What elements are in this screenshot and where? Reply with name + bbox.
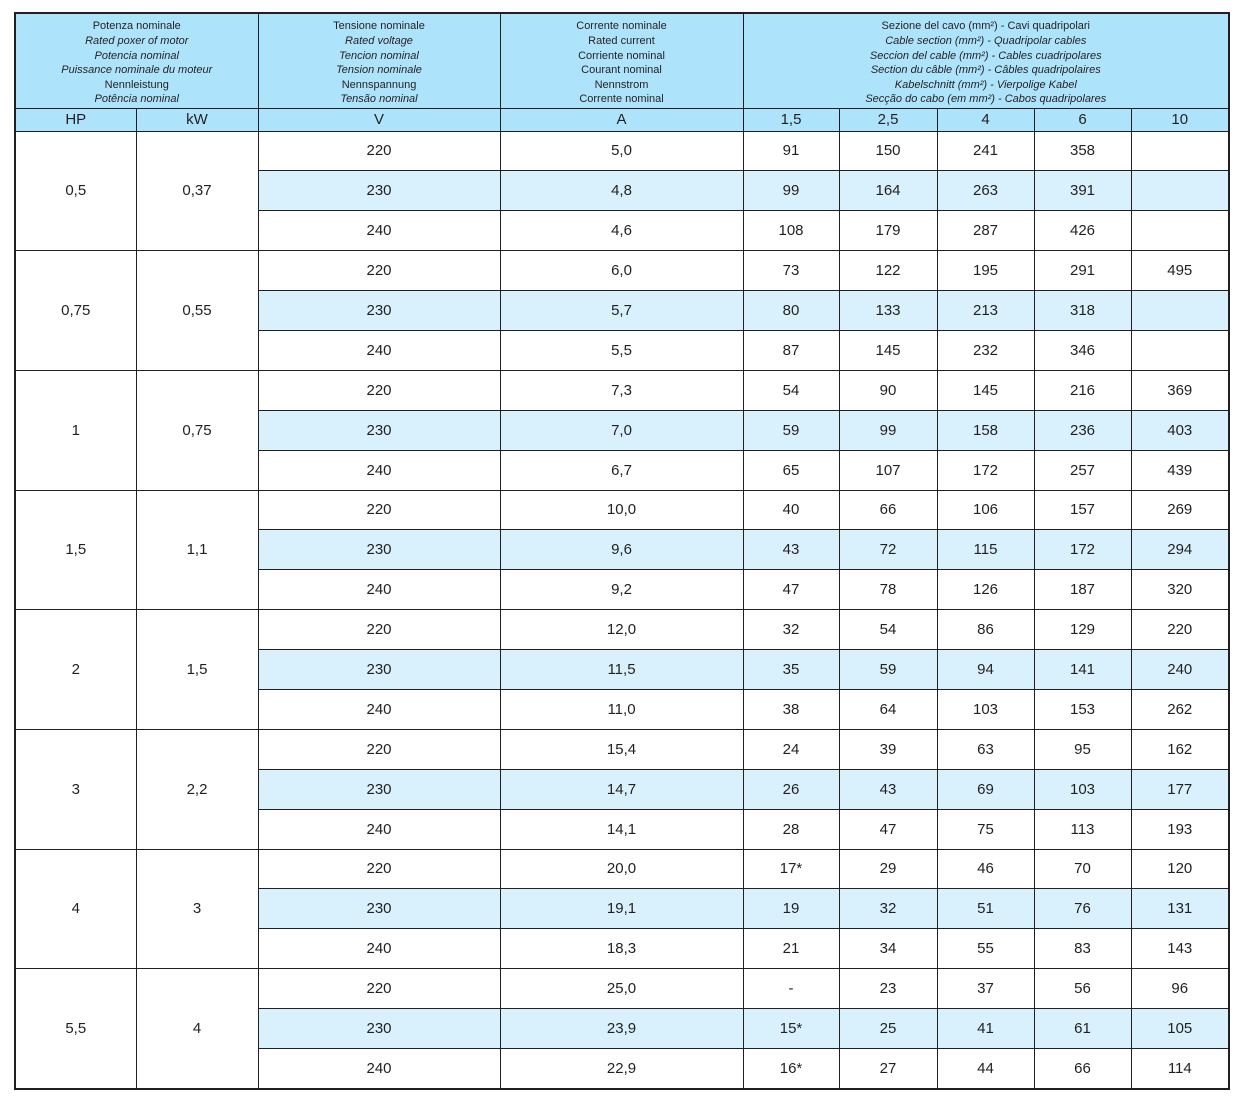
length-cell: 320 bbox=[1131, 570, 1229, 610]
motor-group bbox=[15, 969, 1229, 1089]
length-cell: 87 bbox=[743, 330, 839, 370]
table-row bbox=[15, 490, 1229, 530]
length-cell: 263 bbox=[937, 171, 1034, 211]
length-cell: - bbox=[743, 969, 839, 1009]
length-cell: 21 bbox=[743, 929, 839, 969]
length-cell: 131 bbox=[1131, 889, 1229, 929]
rated-current-header bbox=[500, 13, 743, 108]
length-cell: 103 bbox=[1034, 769, 1131, 809]
length-cell: 66 bbox=[1034, 1049, 1131, 1089]
length-cell: 39 bbox=[839, 729, 937, 769]
table-row bbox=[15, 969, 1229, 1009]
header-line: Tensione nominale bbox=[333, 20, 425, 33]
voltage-cell: 230 bbox=[258, 410, 500, 450]
length-cell: 41 bbox=[937, 1009, 1034, 1049]
current-cell: 19,1 bbox=[500, 889, 743, 929]
length-cell: 32 bbox=[743, 610, 839, 650]
table-row bbox=[15, 610, 1229, 650]
length-cell: 141 bbox=[1034, 650, 1131, 690]
length-cell: 99 bbox=[839, 410, 937, 450]
header-line: Puissance nominale du moteur bbox=[61, 64, 213, 77]
current-cell: 6,7 bbox=[500, 450, 743, 490]
length-cell: 145 bbox=[937, 370, 1034, 410]
header-line: Kabelschnitt (mm²) - Vierpolige Kabel bbox=[894, 78, 1077, 91]
length-cell: 108 bbox=[743, 211, 839, 251]
length-cell: 403 bbox=[1131, 410, 1229, 450]
voltage-cell: 220 bbox=[258, 490, 500, 530]
motor-group bbox=[15, 251, 1229, 371]
length-cell: 346 bbox=[1034, 330, 1131, 370]
length-cell: 294 bbox=[1131, 530, 1229, 570]
header-line: Nennstrom bbox=[594, 78, 649, 91]
length-cell: 59 bbox=[839, 650, 937, 690]
motor-group bbox=[15, 610, 1229, 730]
length-cell: 44 bbox=[937, 1049, 1034, 1089]
header-line: Potencia nominal bbox=[94, 49, 179, 62]
header-line: Courant nominal bbox=[581, 64, 662, 77]
length-cell: 216 bbox=[1034, 370, 1131, 410]
header-row bbox=[15, 13, 1229, 108]
length-cell: 126 bbox=[937, 570, 1034, 610]
unit-hp: HP bbox=[15, 108, 136, 131]
length-cell: 46 bbox=[937, 849, 1034, 889]
voltage-cell: 240 bbox=[258, 211, 500, 251]
length-cell: 76 bbox=[1034, 889, 1131, 929]
length-cell bbox=[1131, 291, 1229, 331]
length-cell: 103 bbox=[937, 689, 1034, 729]
kw-cell: 2,2 bbox=[136, 729, 258, 849]
header-line: Nennspannung bbox=[341, 78, 417, 91]
current-cell: 9,2 bbox=[500, 570, 743, 610]
voltage-cell: 230 bbox=[258, 171, 500, 211]
voltage-cell: 220 bbox=[258, 251, 500, 291]
length-cell: 24 bbox=[743, 729, 839, 769]
length-cell: 27 bbox=[839, 1049, 937, 1089]
voltage-cell: 220 bbox=[258, 849, 500, 889]
length-cell: 193 bbox=[1131, 809, 1229, 849]
header-line: Rated voltage bbox=[345, 35, 413, 48]
motor-group bbox=[15, 849, 1229, 969]
length-cell: 70 bbox=[1034, 849, 1131, 889]
hp-cell: 1,5 bbox=[15, 490, 136, 610]
hp-cell: 1 bbox=[15, 370, 136, 490]
motor-group bbox=[15, 131, 1229, 251]
length-cell: 107 bbox=[839, 450, 937, 490]
unit-section: 6 bbox=[1034, 108, 1131, 131]
length-cell: 369 bbox=[1131, 370, 1229, 410]
voltage-cell: 220 bbox=[258, 131, 500, 171]
header-line: Rated poxer of motor bbox=[85, 35, 189, 48]
length-cell: 158 bbox=[937, 410, 1034, 450]
length-cell: 94 bbox=[937, 650, 1034, 690]
length-cell: 35 bbox=[743, 650, 839, 690]
header-line: Corrente nominal bbox=[579, 93, 664, 106]
current-cell: 11,5 bbox=[500, 650, 743, 690]
table-row bbox=[15, 849, 1229, 889]
length-cell: 19 bbox=[743, 889, 839, 929]
kw-cell: 0,55 bbox=[136, 251, 258, 371]
length-cell: 40 bbox=[743, 490, 839, 530]
length-cell: 47 bbox=[743, 570, 839, 610]
header-line: Corrente nominale bbox=[576, 20, 667, 33]
header-line: Nennleistung bbox=[104, 78, 169, 91]
current-cell: 9,6 bbox=[500, 530, 743, 570]
current-cell: 6,0 bbox=[500, 251, 743, 291]
current-cell: 5,7 bbox=[500, 291, 743, 331]
length-cell: 179 bbox=[839, 211, 937, 251]
length-cell: 114 bbox=[1131, 1049, 1229, 1089]
unit-section: 4 bbox=[937, 108, 1034, 131]
kw-cell: 1,1 bbox=[136, 490, 258, 610]
length-cell bbox=[1131, 131, 1229, 171]
table-row bbox=[15, 131, 1229, 171]
current-cell: 7,0 bbox=[500, 410, 743, 450]
header-line: Tencion nominal bbox=[339, 49, 419, 62]
voltage-cell: 240 bbox=[258, 929, 500, 969]
unit-a: A bbox=[500, 108, 743, 131]
kw-cell: 4 bbox=[136, 969, 258, 1089]
length-cell: 150 bbox=[839, 131, 937, 171]
rated-voltage-header bbox=[258, 13, 500, 108]
length-cell: 106 bbox=[937, 490, 1034, 530]
length-cell: 78 bbox=[839, 570, 937, 610]
length-cell: 54 bbox=[839, 610, 937, 650]
unit-section: 10 bbox=[1131, 108, 1229, 131]
motor-group bbox=[15, 490, 1229, 610]
hp-cell: 0,5 bbox=[15, 131, 136, 251]
length-cell: 96 bbox=[1131, 969, 1229, 1009]
length-cell: 38 bbox=[743, 689, 839, 729]
length-cell: 318 bbox=[1034, 291, 1131, 331]
length-cell: 120 bbox=[1131, 849, 1229, 889]
hp-cell: 3 bbox=[15, 729, 136, 849]
length-cell: 145 bbox=[839, 330, 937, 370]
length-cell: 439 bbox=[1131, 450, 1229, 490]
length-cell: 28 bbox=[743, 809, 839, 849]
length-cell: 162 bbox=[1131, 729, 1229, 769]
table-row bbox=[15, 251, 1229, 291]
length-cell: 99 bbox=[743, 171, 839, 211]
length-cell: 95 bbox=[1034, 729, 1131, 769]
length-cell: 72 bbox=[839, 530, 937, 570]
current-cell: 11,0 bbox=[500, 689, 743, 729]
length-cell: 269 bbox=[1131, 490, 1229, 530]
length-cell: 17* bbox=[743, 849, 839, 889]
current-cell: 10,0 bbox=[500, 490, 743, 530]
kw-cell: 0,75 bbox=[136, 370, 258, 490]
length-cell: 291 bbox=[1034, 251, 1131, 291]
header-line: Section du câble (mm²) - Câbles quadripolaires bbox=[870, 64, 1101, 77]
voltage-cell: 230 bbox=[258, 530, 500, 570]
length-cell: 69 bbox=[937, 769, 1034, 809]
length-cell: 23 bbox=[839, 969, 937, 1009]
kw-cell: 0,37 bbox=[136, 131, 258, 251]
length-cell: 43 bbox=[839, 769, 937, 809]
length-cell: 177 bbox=[1131, 769, 1229, 809]
length-cell: 16* bbox=[743, 1049, 839, 1089]
current-cell: 23,9 bbox=[500, 1009, 743, 1049]
length-cell: 56 bbox=[1034, 969, 1131, 1009]
length-cell: 358 bbox=[1034, 131, 1131, 171]
header-line: Cable section (mm²) - Quadripolar cables bbox=[885, 35, 1087, 48]
length-cell: 37 bbox=[937, 969, 1034, 1009]
unit-v: V bbox=[258, 108, 500, 131]
voltage-cell: 230 bbox=[258, 889, 500, 929]
kw-cell: 3 bbox=[136, 849, 258, 969]
length-cell: 240 bbox=[1131, 650, 1229, 690]
length-cell: 195 bbox=[937, 251, 1034, 291]
voltage-cell: 230 bbox=[258, 1009, 500, 1049]
length-cell: 213 bbox=[937, 291, 1034, 331]
length-cell: 65 bbox=[743, 450, 839, 490]
hp-cell: 2 bbox=[15, 610, 136, 730]
voltage-cell: 240 bbox=[258, 1049, 500, 1089]
hp-cell: 4 bbox=[15, 849, 136, 969]
rated-power-header bbox=[15, 13, 258, 108]
voltage-cell: 240 bbox=[258, 809, 500, 849]
length-cell: 59 bbox=[743, 410, 839, 450]
length-cell: 63 bbox=[937, 729, 1034, 769]
length-cell: 122 bbox=[839, 251, 937, 291]
current-cell: 20,0 bbox=[500, 849, 743, 889]
voltage-cell: 220 bbox=[258, 969, 500, 1009]
current-cell: 7,3 bbox=[500, 370, 743, 410]
length-cell: 232 bbox=[937, 330, 1034, 370]
length-cell bbox=[1131, 330, 1229, 370]
current-cell: 5,5 bbox=[500, 330, 743, 370]
current-cell: 14,1 bbox=[500, 809, 743, 849]
unit-kw: kW bbox=[136, 108, 258, 131]
length-cell: 172 bbox=[937, 450, 1034, 490]
current-cell: 15,4 bbox=[500, 729, 743, 769]
length-cell: 51 bbox=[937, 889, 1034, 929]
motor-group bbox=[15, 370, 1229, 490]
voltage-cell: 220 bbox=[258, 610, 500, 650]
length-cell: 220 bbox=[1131, 610, 1229, 650]
cable-section-table bbox=[14, 12, 1230, 1090]
units-row bbox=[15, 108, 1229, 131]
length-cell: 66 bbox=[839, 490, 937, 530]
voltage-cell: 240 bbox=[258, 689, 500, 729]
length-cell: 91 bbox=[743, 131, 839, 171]
length-cell: 129 bbox=[1034, 610, 1131, 650]
length-cell: 133 bbox=[839, 291, 937, 331]
length-cell: 262 bbox=[1131, 689, 1229, 729]
length-cell: 73 bbox=[743, 251, 839, 291]
header-line: Corriente nominal bbox=[578, 49, 665, 62]
length-cell bbox=[1131, 171, 1229, 211]
length-cell: 391 bbox=[1034, 171, 1131, 211]
length-cell: 86 bbox=[937, 610, 1034, 650]
length-cell: 90 bbox=[839, 370, 937, 410]
table-row bbox=[15, 370, 1229, 410]
header-line: Potência nominal bbox=[94, 93, 179, 106]
length-cell: 61 bbox=[1034, 1009, 1131, 1049]
current-cell: 14,7 bbox=[500, 769, 743, 809]
voltage-cell: 240 bbox=[258, 450, 500, 490]
length-cell: 43 bbox=[743, 530, 839, 570]
length-cell: 34 bbox=[839, 929, 937, 969]
length-cell: 75 bbox=[937, 809, 1034, 849]
length-cell: 143 bbox=[1131, 929, 1229, 969]
length-cell: 25 bbox=[839, 1009, 937, 1049]
voltage-cell: 230 bbox=[258, 291, 500, 331]
kw-cell: 1,5 bbox=[136, 610, 258, 730]
unit-section: 1,5 bbox=[743, 108, 839, 131]
current-cell: 25,0 bbox=[500, 969, 743, 1009]
length-cell: 15* bbox=[743, 1009, 839, 1049]
current-cell: 12,0 bbox=[500, 610, 743, 650]
header-line: Secção do cabo (em mm²) - Cabos quadripolares bbox=[865, 93, 1107, 106]
voltage-cell: 240 bbox=[258, 330, 500, 370]
header-line: Potenza nominale bbox=[92, 20, 181, 33]
length-cell: 54 bbox=[743, 370, 839, 410]
length-cell: 26 bbox=[743, 769, 839, 809]
table-row bbox=[15, 729, 1229, 769]
motor-group bbox=[15, 729, 1229, 849]
length-cell: 157 bbox=[1034, 490, 1131, 530]
length-cell: 495 bbox=[1131, 251, 1229, 291]
current-cell: 5,0 bbox=[500, 131, 743, 171]
length-cell: 113 bbox=[1034, 809, 1131, 849]
voltage-cell: 240 bbox=[258, 570, 500, 610]
length-cell: 115 bbox=[937, 530, 1034, 570]
length-cell: 426 bbox=[1034, 211, 1131, 251]
header-line: Sezione del cavo (mm²) - Cavi quadripolari bbox=[881, 20, 1090, 33]
length-cell bbox=[1131, 211, 1229, 251]
length-cell: 29 bbox=[839, 849, 937, 889]
length-cell: 187 bbox=[1034, 570, 1131, 610]
hp-cell: 0,75 bbox=[15, 251, 136, 371]
hp-cell: 5,5 bbox=[15, 969, 136, 1089]
length-cell: 172 bbox=[1034, 530, 1131, 570]
header-line: Tensão nominal bbox=[340, 93, 418, 106]
current-cell: 4,6 bbox=[500, 211, 743, 251]
header-line: Tension nominale bbox=[336, 64, 422, 77]
length-cell: 164 bbox=[839, 171, 937, 211]
length-cell: 32 bbox=[839, 889, 937, 929]
current-cell: 4,8 bbox=[500, 171, 743, 211]
length-cell: 236 bbox=[1034, 410, 1131, 450]
cable-section-header bbox=[743, 13, 1229, 108]
length-cell: 47 bbox=[839, 809, 937, 849]
voltage-cell: 230 bbox=[258, 769, 500, 809]
length-cell: 287 bbox=[937, 211, 1034, 251]
header-line: Rated current bbox=[588, 35, 655, 48]
length-cell: 241 bbox=[937, 131, 1034, 171]
current-cell: 18,3 bbox=[500, 929, 743, 969]
voltage-cell: 220 bbox=[258, 370, 500, 410]
voltage-cell: 230 bbox=[258, 650, 500, 690]
header-line: Seccion del cable (mm²) - Cables cuadripolares bbox=[869, 49, 1102, 62]
voltage-cell: 220 bbox=[258, 729, 500, 769]
length-cell: 80 bbox=[743, 291, 839, 331]
length-cell: 83 bbox=[1034, 929, 1131, 969]
unit-section: 2,5 bbox=[839, 108, 937, 131]
length-cell: 105 bbox=[1131, 1009, 1229, 1049]
length-cell: 64 bbox=[839, 689, 937, 729]
current-cell: 22,9 bbox=[500, 1049, 743, 1089]
length-cell: 257 bbox=[1034, 450, 1131, 490]
length-cell: 153 bbox=[1034, 689, 1131, 729]
length-cell: 55 bbox=[937, 929, 1034, 969]
